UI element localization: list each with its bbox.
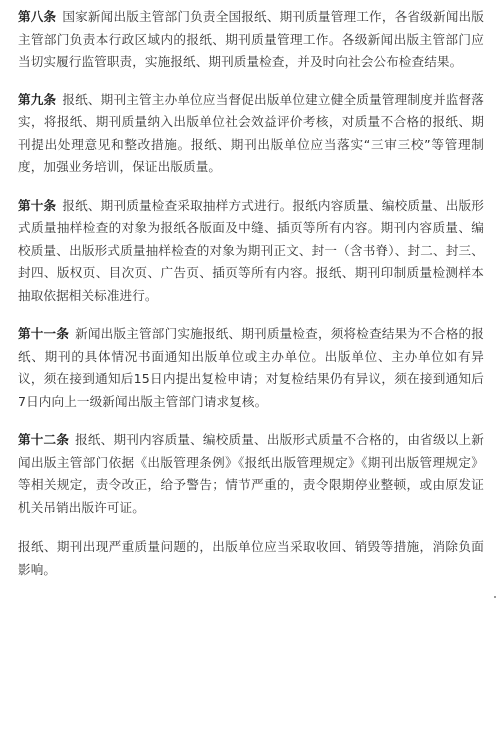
article-11 xyxy=(18,323,484,413)
article-text: 报纸、期刊内容质量、编校质量、出版形式质量不合格的，由省级以上新闻出版主管部门依据《出版管理条例》《报纸出版管理规定》《期刊出版管理规定》等相关规定，责令改正，给予警告；情节严重的，责令限期停业整顿，或由原发证机关吊销出版许可证。 xyxy=(18,432,484,515)
article-10 xyxy=(18,195,484,308)
article-text: 报纸、期刊主管主办单位应当督促出版单位建立健全质量管理制度并监督落实，将报纸、期刊质量纳入出版单位社会效益评价考核，对质量不合格的报纸、期刊提出处理意见和整改措施。报纸、期刊出版单位应当落实“三审三校”等管理制度，加强业务培训，保证出版质量。 xyxy=(18,91,484,174)
article-number: 第十二条 xyxy=(18,432,70,447)
article-text: 新闻出版主管部门实施报纸、期刊质量检查，须将检查结果为不合格的报纸、期刊的具体情况书面通知出版单位或主办单位。出版单位、主办单位如有异议，须在接到通知后15日内提出复检申请；对复检结果仍有异议，须在接到通知后7日内向上一级新闻出版主管部门请求复核。 xyxy=(18,326,484,409)
article-9 xyxy=(18,89,484,179)
closing-paragraph: 报纸、期刊出现严重质量问题的，出版单位应当采取收回、销毁等措施，消除负面影响。 xyxy=(18,539,484,577)
article-text: 国家新闻出版主管部门负责全国报纸、期刊质量管理工作，各省级新闻出版主管部门负责本行政区域内的报纸、期刊质量管理工作。各级新闻出版主管部门应当切实履行监管职责，实施报纸、期刊质量检查，并及时向社会公布检查结果。 xyxy=(18,9,484,69)
article-8 xyxy=(18,6,484,74)
edge-dot xyxy=(494,596,496,598)
article-text: 报纸、期刊质量检查采取抽样方式进行。报纸内容质量、编校质量、出版形式质量抽样检查的对象为报纸各版面及中缝、插页等所有内容。期刊内容质量、编校质量、出版形式质量抽样检查的对象为期刊正文、封一（含书脊）、封二、封三、封四、版权页、目次页、广告页、插页等所有内容。报纸、期刊印制质量检测样本抽取依据相关标准进行。 xyxy=(18,197,484,303)
article-12 xyxy=(18,429,484,519)
article-number: 第八条 xyxy=(18,9,57,24)
article-number: 第九条 xyxy=(18,91,57,107)
article-number: 第十条 xyxy=(18,197,57,213)
document-body xyxy=(18,6,484,581)
article-number: 第十一条 xyxy=(18,326,70,341)
